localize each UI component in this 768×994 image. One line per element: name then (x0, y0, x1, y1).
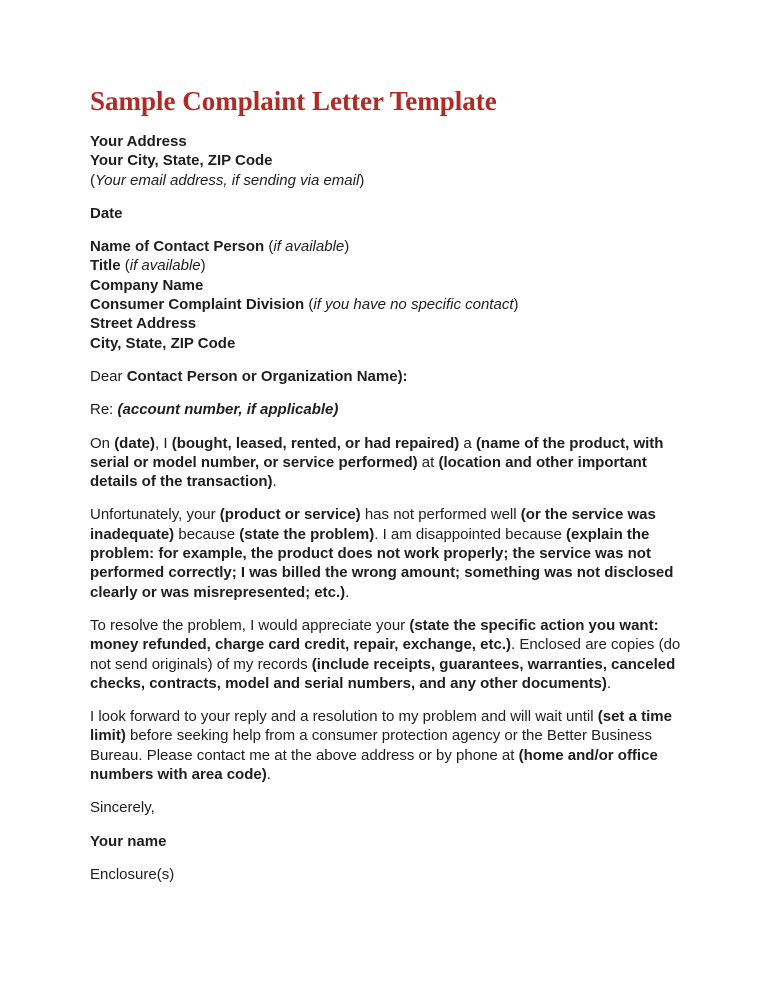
text-run: (include receipts, guarantees, warranties, canceled checks, contracts, model and serial numbers, and any other documents) (90, 655, 676, 692)
paragraph-resolution-line (90, 616, 682, 693)
text-run: a (459, 434, 476, 452)
sender-address-block (90, 132, 682, 190)
text-run: ( (264, 238, 274, 256)
text-run: ) (513, 296, 519, 314)
text-run: Your name (90, 832, 167, 850)
text-run: Street Address (90, 315, 197, 333)
paragraph-follow-up (90, 707, 682, 784)
text-run: (account number, if applicable) (117, 401, 339, 419)
text-run: Sincerely, (90, 799, 155, 817)
text-run: Contact Person or Organization Name): (126, 367, 408, 385)
text-run: before seeking help from a consumer protection agency or the Better Business Bureau. Please contact me at the above address or by phone at (90, 727, 652, 764)
text-run: Unfortunately, your (90, 506, 220, 524)
paragraph-follow-up-line (90, 707, 682, 784)
recipient-address-block-line (90, 256, 682, 275)
text-run: (state the specific action you want: money refunded, charge card credit, repair, exchange, etc.) (90, 616, 659, 654)
text-run: (home and/or office numbers with area code) (90, 746, 658, 784)
text-run: To resolve the problem, I would appreciate your (90, 616, 410, 634)
text-run: Enclosure(s) (90, 865, 175, 883)
paragraph-resolution (90, 616, 682, 693)
salutation (90, 367, 682, 386)
paragraph-transaction (90, 434, 682, 492)
text-run: if available (129, 257, 201, 275)
paragraph-problem (90, 505, 682, 601)
closing-line (90, 798, 682, 817)
text-run: if available (273, 238, 345, 256)
text-run: (bought, leased, rented, or had repaired) (171, 434, 460, 452)
text-run: ( (304, 296, 314, 314)
text-run: Date (90, 204, 123, 222)
text-run: Name of Contact Person (90, 238, 265, 256)
text-run: ) (359, 171, 365, 189)
text-run: . (345, 583, 350, 601)
salutation-line (90, 367, 682, 386)
text-run: I look forward to your reply and a resolution to my problem and will wait until (90, 708, 598, 726)
date-line (90, 204, 682, 223)
text-run: . I am disappointed because (374, 525, 567, 543)
recipient-address-block (90, 237, 682, 353)
text-run: On (90, 434, 115, 452)
text-run: Your email address, if sending via email (95, 171, 360, 189)
text-run: Company Name (90, 276, 204, 294)
recipient-address-block-line (90, 237, 682, 256)
text-run: has not performed well (360, 506, 521, 524)
recipient-address-block-line (90, 276, 682, 295)
text-run: . (272, 473, 277, 491)
sender-address-block-line (90, 151, 682, 170)
text-run: (or the service was inadequate) (90, 506, 656, 543)
text-run: Dear (90, 367, 127, 385)
text-run: (location and other important details of the transaction) (90, 453, 647, 491)
paragraph-problem-line (90, 505, 682, 601)
enclosures (90, 865, 682, 884)
text-run: (state the problem) (239, 525, 375, 543)
text-run: (date) (114, 434, 156, 452)
text-run: (set a time limit) (90, 708, 672, 745)
signature-name (90, 832, 682, 851)
text-run: ( (90, 171, 95, 189)
sender-address-block-line (90, 171, 682, 190)
text-run: ( (120, 257, 130, 275)
text-run: . (266, 766, 271, 784)
text-run: because (174, 525, 240, 543)
text-run: . Enclosed are copies (do not send originals) of my records (90, 636, 681, 673)
paragraph-transaction-line (90, 434, 682, 492)
sender-address-block-line (90, 132, 682, 151)
text-run: ) (200, 257, 206, 275)
date-line-line (90, 204, 682, 223)
enclosures-line (90, 865, 682, 884)
recipient-address-block-line (90, 334, 682, 353)
subject-line-line (90, 400, 682, 419)
text-run: ) (344, 238, 350, 256)
closing (90, 798, 682, 817)
text-run: (explain the problem: for example, the product does not work properly; the service was not performed correctly; I was billed the wrong amount; something was not disclosed clearly or was misrepresented; etc.) (90, 525, 674, 601)
recipient-address-block-line (90, 295, 682, 314)
text-run: at (417, 453, 439, 471)
recipient-address-block-line (90, 314, 682, 333)
text-run: Title (90, 257, 121, 275)
letter-body (90, 132, 682, 884)
text-run: , I (155, 434, 172, 452)
page-title: Sample Complaint Letter Template (90, 86, 497, 116)
text-run: Re: (90, 401, 118, 419)
signature-name-line (90, 832, 682, 851)
text-run: (name of the product, with serial or model number, or service performed) (90, 434, 664, 471)
text-run: (product or service) (219, 506, 361, 524)
subject-line (90, 400, 682, 419)
text-run: Your Address (90, 133, 187, 150)
text-run: . (606, 674, 611, 692)
text-run: Consumer Complaint Division (90, 296, 305, 314)
text-run: if you have no specific contact (313, 296, 514, 314)
text-run: City, State, ZIP Code (90, 334, 236, 352)
text-run: Your City, State, ZIP Code (90, 152, 273, 170)
